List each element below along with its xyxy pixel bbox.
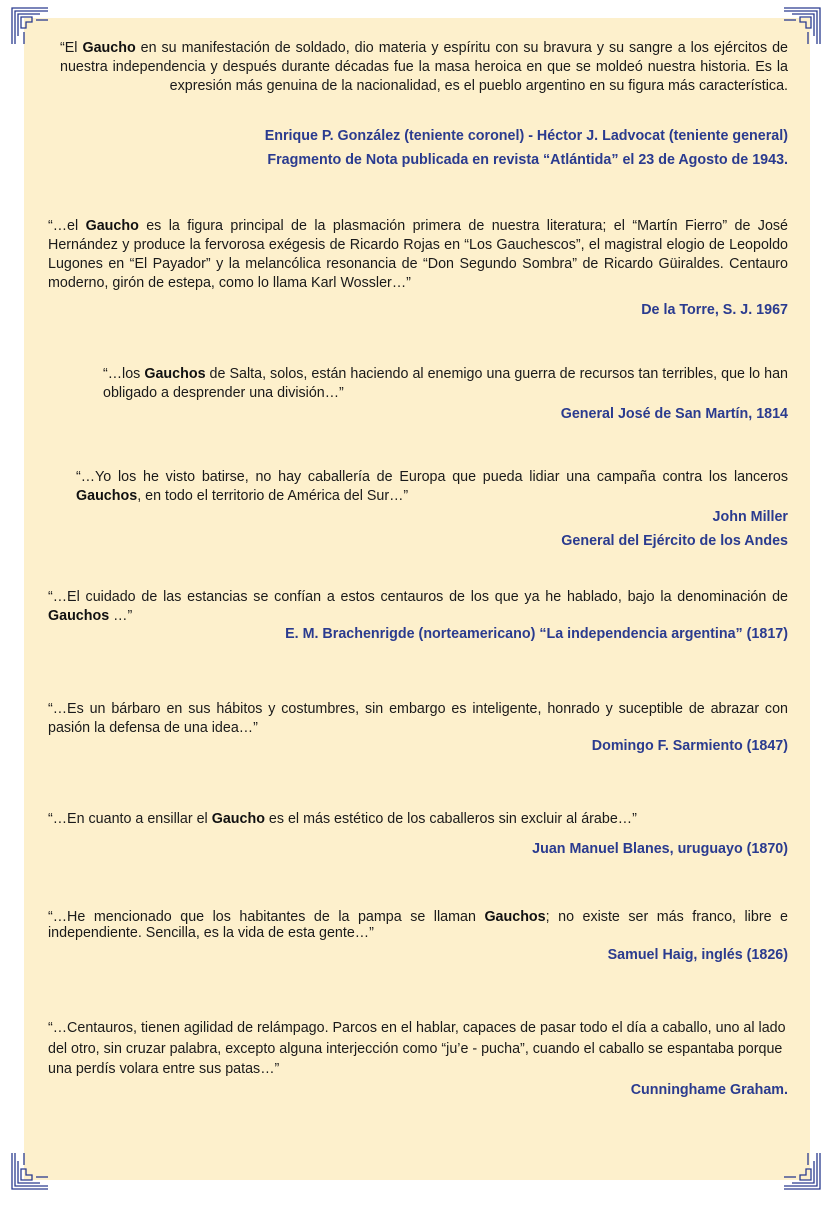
quote-6-author: Domingo F. Sarmiento (1847) [591,738,788,754]
quote-1-text: “El Gaucho en su manifestación de soldado, dio materia y espíritu con su bravura y su sangre a los ejércitos de nuestra independencia y después durante décadas fue la masa heroica en que se moldeó nuestra historia. Es la expresión más genuina de la nacionalidad, es el pueblo argentino en su figura más característica. [60,40,788,94]
corner-ornament-icon [10,1151,50,1191]
quote-1-source: Fragmento de Nota publicada en revista “Atlántida” el 23 de Agosto de 1943. [267,152,788,168]
quote-4-author: John Miller [712,509,788,525]
quote-3-author: General José de San Martín, 1814 [560,406,788,422]
quote-8-author: Samuel Haig, inglés (1826) [607,947,788,963]
quote-3-text: “…los Gauchos de Salta, solos, están haciendo al enemigo una guerra de recursos tan terribles, que lo han obligado a desprender una división…” [103,366,788,401]
quote-7-author: Juan Manuel Blanes, uruguayo (1870) [532,841,788,857]
quote-7-text: “…En cuanto a ensillar el Gaucho es el más estético de los caballeros sin excluir al árabe…” [48,811,637,827]
quote-9-author: Cunninghame Graham. [630,1082,788,1098]
corner-ornament-icon [10,6,50,46]
quote-4-title: General del Ejército de los Andes [561,533,788,549]
corner-ornament-icon [782,1151,822,1191]
corner-ornament-icon [782,6,822,46]
quote-1-author: Enrique P. González (teniente coronel) - Héctor J. Ladvocat (teniente general) [264,128,788,144]
quote-2-author: De la Torre, S. J. 1967 [641,302,788,318]
quote-8-text: “…He mencionado que los habitantes de la pampa se llaman Gauchos; no existe ser más franco, libre e independiente. Sencilla, es la vida de esta gente…” [48,909,788,941]
quote-9-text: “…Centauros, tienen agilidad de relámpago. Parcos en el hablar, capaces de pasar todo el día a caballo, uno al lado del otro, sin cruzar palabra, excepto alguna interjección como “ju’e - pucha”, cuando el caballo se espantaba porque una perdís volara entre sus patas…” [48,1020,786,1077]
quote-5-text: “…El cuidado de las estancias se confían a estos centauros de los que ya he hablado, bajo la denominación de Gauchos …” [48,589,788,624]
quote-2-text: “…el Gaucho es la figura principal de la plasmación primera de nuestra literatura; el “Martín Fierro” de José Hernández y produce la fervorosa exégesis de Ricardo Rojas en “Los Gauchescos”, el magistral elogio de Leopoldo Lugones en “El Payador” y la melancólica resonancia de “Don Segundo Sombra” de Ricardo Güiraldes. Centauro moderno, girón de estepa, como lo llama Karl Wossler…” [48,218,788,291]
quote-5-author: E. M. Brachenrigde (norteamericano) “La independencia argentina” (1817) [285,626,788,642]
quote-4-text: “…Yo los he visto batirse, no hay caballería de Europa que pueda lidiar una campaña contra los lanceros Gauchos, en todo el territorio de América del Sur…” [76,469,788,504]
quote-6-text: “…Es un bárbaro en sus hábitos y costumbres, sin embargo es inteligente, honrado y suceptible de abrazar con pasión la defensa de una idea…” [48,701,788,736]
